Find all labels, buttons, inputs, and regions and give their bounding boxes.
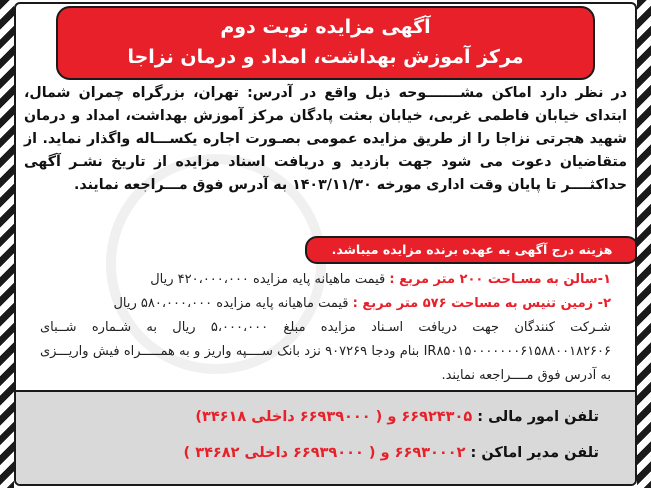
advertisement-frame (14, 2, 637, 486)
ad-subtitle: مرکز آموزش بهداشت، امداد و درمان نزاجا (127, 46, 524, 68)
ad-body (24, 82, 627, 197)
list-item (40, 292, 611, 316)
contact-value: ۶۶۹۲۴۳۰۵ و ( ۶۶۹۳۹۰۰۰ داخلی ۳۴۶۱۸) (195, 409, 478, 425)
left-border-pattern (0, 0, 14, 488)
right-border-pattern (637, 0, 651, 488)
finance-phone (195, 402, 599, 432)
contact-value: ۶۶۹۳۰۰۰۲ و ( ۶۶۹۳۹۰۰۰ داخلی ۳۴۶۸۲ ) (183, 445, 471, 461)
item-price: قیمت ماهیانه پایه مزایده ۵۸۰،۰۰۰،۰۰۰ ریال (113, 296, 353, 311)
facilities-manager-phone (184, 438, 599, 468)
ad-header (56, 6, 595, 80)
item-price: قیمت ماهیانه پایه مزایده ۴۲۰،۰۰۰،۰۰۰ ریال (150, 272, 390, 287)
contact-label: تلفن مدیر اماکن : (470, 445, 599, 461)
contact-label: تلفن امور مالی : (477, 409, 599, 425)
notice-pill: هزینه درج آگهی به عهده برنده مزایده میباشد. (305, 236, 637, 264)
items-list (40, 268, 611, 388)
contact-box (16, 390, 635, 484)
item-label: ۱-سالن به مسـاحت ۲۰۰ متر مربع : (389, 272, 611, 287)
payment-instructions: شـرکت کنندگان جهت دریافت اسـناد مزایده مبلغ ۵،۰۰۰،۰۰۰ ریال به شـماره شــبای IR۸۵۰۱۵۰۰۰۰۰۰۰۶۱۵۸۸۰۰۱۸۲۶۰۶ بنام ودجا ۹۰۷۲۶۹ نزد بانک ســــپه واریز و به همـــــراه فیش واریـــزی به آدرس فوق مــــراجعه نمایند. (40, 320, 612, 383)
ad-title: آگهی مزایده نوبت دوم (220, 16, 431, 38)
item-label: ۲- زمین تنیس به مساحت ۵۷۶ متر مربع : (352, 296, 611, 311)
list-item (40, 268, 611, 292)
ad-body-paragraph: در نظر دارد اماکن مشـــــــوحه ذیل واقع در آدرس: تهران، بزرگراه چمران شمال، ابتدای خیابان فاطمی غربی، خیابان بعثت پادگان مرکز آموزش بهداشت، امداد و درمان شهید هجرتی نزاجا را از طریق مزایده عمومی بصـورت اجاره یکســـاله واگذار نماید. از متقاضیان دعوت می شود جهت بازدید و دریافت اسناد مزایده از تاریخ نشـر آگهی حداکثــــر تا پایان وقت اداری مورخه ۱۴۰۳/۱۱/۳۰ به آدرس فوق مـــراجعه نمایند. (24, 85, 627, 193)
